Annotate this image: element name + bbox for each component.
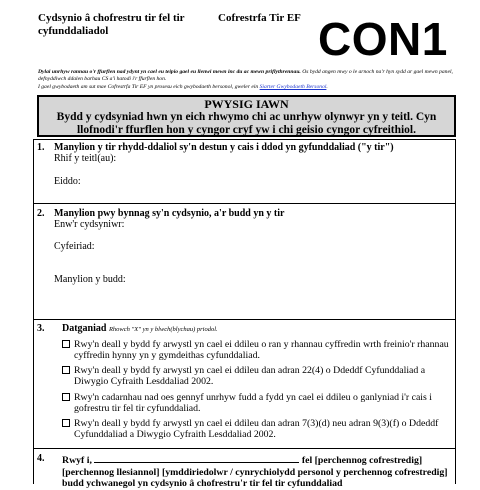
intro-privacy: I gael gwybodaeth am sut mae Cofrestrfa Tir EF yn prosesu eich gwybodaeth bersonol, gweler ein	[38, 83, 260, 90]
section-4-tail: budd ychwanegol yn cydsynio â chofrestru'r tir fel tir cyfunddaliad	[62, 478, 343, 489]
section-1-number: 1.	[37, 142, 45, 153]
declaration-option	[62, 339, 454, 362]
intro-text	[38, 69, 456, 91]
address-label: Cyfeiriad:	[54, 241, 95, 252]
section-1-title: Manylion y tir rhydd-ddaliol sy'n destun y cais i ddod yn gyfunddaliad ("y tir")	[54, 142, 394, 153]
panel-divider	[33, 319, 456, 320]
section-4-statement	[62, 453, 454, 490]
declaration-text: Rwy'n deall y bydd fy arwystl yn cael ei ddileu dan adran 22(4) o Ddeddf Cyfunddaliad a Diwygio Cyfraith Lesddaliad 2002.	[74, 365, 426, 388]
declaration-checkbox[interactable]	[62, 366, 70, 374]
section-2-title: Manylion pwy bynnag sy'n cydsynio, a'r budd yn y tir	[54, 208, 285, 219]
intro-instruction: Dylai unrhyw rannau o'r ffurflen nad ydynt yn cael eu teipio gael eu llenwi mewn inc du ac mewn priflythrennau.	[38, 69, 301, 75]
section-3-number: 3.	[37, 323, 45, 334]
section-4-number: 4.	[37, 453, 45, 464]
section-2-number: 2.	[37, 208, 45, 219]
intro-period: .	[326, 83, 328, 90]
declaration-text: Rwy'n cadarnhau nad oes gennyf unrhyw fudd a fydd yn cael ei ddileu o ganlyniad i'r cais i gofrestru tir fel tir cyfunddaliad.	[74, 392, 433, 415]
title-number-label: Rhif y teitl(au):	[54, 153, 117, 164]
consenter-name-label: Enw'r cydsyniwr:	[54, 219, 125, 230]
consenter-name-blank[interactable]	[94, 453, 299, 463]
section-4-start: Rwyf i,	[62, 455, 92, 466]
notice-body: Bydd y cydsyniad hwn yn eich rhwymo chi ac unrhyw olynwyr yn y teitl. Cyn llofnodi'r ffurflen hon y cyngor cryf yw i chi geisio cyngor cyfreithiol.	[56, 111, 437, 136]
section-3-hint: Rhowch "X" yn y blwch(blychau) priodol.	[108, 326, 218, 333]
declaration-option	[62, 418, 454, 441]
declaration-checkbox[interactable]	[62, 393, 70, 401]
section-3-title	[62, 323, 218, 334]
registry-name: Cofrestrfa Tir EF	[218, 12, 301, 24]
declaration-checkbox[interactable]	[62, 340, 70, 348]
interest-details-label: Manylion y budd:	[54, 274, 126, 285]
privacy-charter-link[interactable]: Siarter Gwybodaeth Bersonol	[259, 83, 327, 90]
property-label: Eiddo:	[54, 176, 81, 187]
panel-divider	[33, 448, 456, 449]
intro-continuation: Os bydd angen mwy o le arnoch na'r hyn sydd ar gael mewn panel, defnyddiwch ddalen barhau CS a'i hatodi i'r ffurflen hon.	[38, 69, 453, 83]
panel-divider	[33, 203, 456, 204]
form-code: CON1	[318, 13, 448, 65]
notice-heading: PWYSIG IAWN	[204, 97, 289, 111]
declaration-option	[62, 365, 454, 388]
declaration-text: Rwy'n deall y bydd fy arwystl yn cael ei ddileu dan adran 7(3)(d) neu adran 9(3)(f) o Ddeddf Cyfunddaliad a Diwygio Cyfraith Lesddaliad 2002.	[74, 418, 439, 441]
form-title: Cydsynio â chofrestru tir fel tir cyfunddaliadol	[38, 12, 185, 37]
declaration-text: Rwy'n deall y bydd fy arwystl yn cael ei ddileu o ran y rhannau cyffredin wrth freinio'r rhannau cyffredin hynny yn y gymdeithas cyfunddaliad.	[74, 339, 449, 362]
declaration-option	[62, 392, 454, 415]
declaration-checkbox[interactable]	[62, 419, 70, 427]
section-4-capacity: fel [perchennog cofrestredig] [perchennog llesiannol] [ymddiriedolwr / cynrychiolydd personol y perchennog cofrestredig]	[62, 455, 448, 478]
important-notice	[37, 95, 456, 137]
section-3-heading: Datganiad	[62, 323, 107, 334]
